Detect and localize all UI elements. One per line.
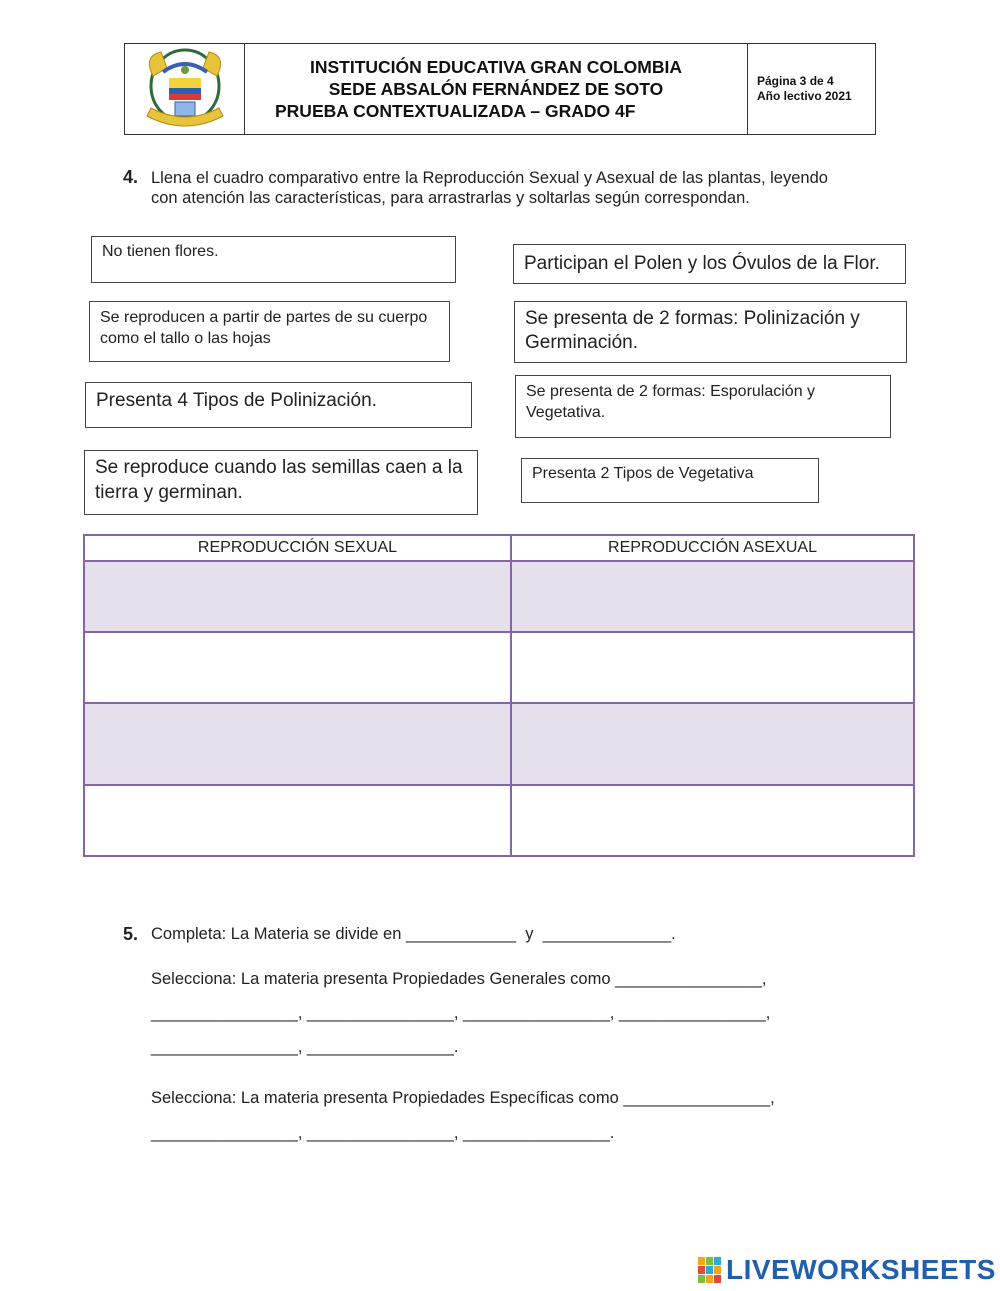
- question-number: 4.: [123, 167, 139, 187]
- drop-zone[interactable]: [512, 633, 913, 702]
- table-header-row: [85, 536, 913, 560]
- q5-general-properties-line[interactable]: Selecciona: La materia presenta Propiedades Generales como ________________,: [151, 970, 767, 988]
- liveworksheets-logo-icon: [698, 1257, 722, 1283]
- title-line-1: INSTITUCIÓN EDUCATIVA GRAN COLOMBIA: [309, 57, 683, 77]
- q5-blank-line[interactable]: ________________, ________________, ________________, ________________,: [151, 1004, 771, 1022]
- q5-blank-line[interactable]: ________________, ________________.: [151, 1038, 459, 1056]
- q5-blank-line[interactable]: ________________, ________________, ________________.: [151, 1124, 615, 1142]
- page-number: Página 3 de 4: [757, 74, 834, 88]
- drop-zone[interactable]: [512, 786, 913, 855]
- question-text-line-2: con atención las características, para arrastrarlas y soltarlas según correspondan.: [151, 189, 750, 207]
- table-row: [85, 702, 913, 784]
- drop-zone[interactable]: [85, 786, 512, 855]
- question-number: 5.: [123, 924, 139, 944]
- question-4: [123, 168, 893, 208]
- drag-card[interactable]: No tienen flores.: [91, 236, 456, 283]
- question-text-line-1: Llena el cuadro comparativo entre la Reproducción Sexual y Asexual de las plantas, leyendo: [151, 169, 828, 187]
- drop-zone[interactable]: [85, 704, 512, 784]
- drop-zone[interactable]: [512, 704, 913, 784]
- column-header-sexual: REPRODUCCIÓN SEXUAL: [85, 536, 512, 560]
- drop-zone[interactable]: [512, 562, 913, 631]
- school-crest-icon: [139, 46, 231, 132]
- drop-zone[interactable]: [85, 633, 512, 702]
- q5-specific-properties-line[interactable]: Selecciona: La materia presenta Propiedades Específicas como ________________,: [151, 1089, 775, 1107]
- document-header: [124, 43, 876, 135]
- table-row: [85, 784, 913, 855]
- page-meta: [748, 44, 875, 134]
- drag-card[interactable]: Se reproduce cuando las semillas caen a la tierra y germinan.: [84, 450, 478, 515]
- q5-complete-line[interactable]: Completa: La Materia se divide en ____________ y ______________.: [151, 925, 676, 943]
- brand-name: LIVEWORKSHEETS: [726, 1254, 996, 1285]
- drop-zone[interactable]: [85, 562, 512, 631]
- logo-cell: [125, 44, 245, 134]
- drag-card[interactable]: Participan el Polen y los Óvulos de la Flor.: [513, 244, 906, 284]
- drag-card[interactable]: Presenta 4 Tipos de Polinización.: [85, 382, 472, 428]
- table-row: [85, 631, 913, 702]
- drag-card[interactable]: Se presenta de 2 formas: Esporulación y Vegetativa.: [515, 375, 891, 438]
- table-row: [85, 560, 913, 631]
- title-line-3: PRUEBA CONTEXTUALIZADA – GRADO 4F: [275, 101, 636, 121]
- drag-card[interactable]: Se presenta de 2 formas: Polinización y Germinación.: [514, 301, 907, 363]
- liveworksheets-brand: [698, 1254, 996, 1286]
- drag-card[interactable]: Se reproducen a partir de partes de su cuerpo como el tallo o las hojas: [89, 301, 450, 362]
- column-header-asexual: REPRODUCCIÓN ASEXUAL: [608, 539, 817, 556]
- title-line-2: SEDE ABSALÓN FERNÁNDEZ DE SOTO: [328, 79, 664, 99]
- school-year: Año lectivo 2021: [757, 89, 852, 103]
- comparison-table: [83, 534, 915, 857]
- institution-title: [245, 44, 748, 134]
- drag-card[interactable]: Presenta 2 Tipos de Vegetativa: [521, 458, 819, 503]
